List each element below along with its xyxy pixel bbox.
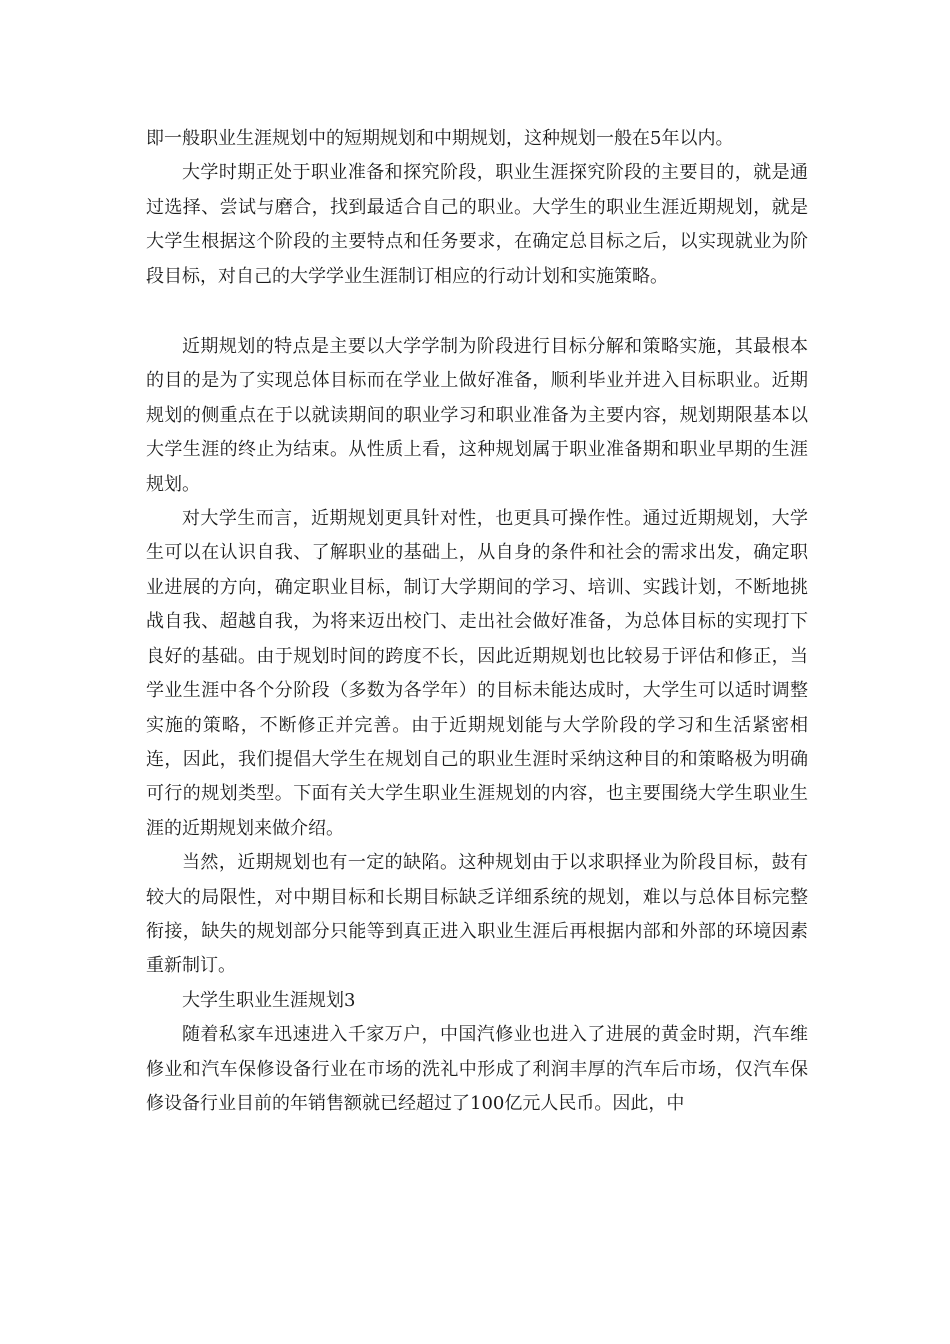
section-heading: 大学生职业生涯规划3 [182,989,356,1011]
paragraph-limitations: 当然，近期规划也有一定的缺陷。这种规划由于以求职择业为阶段目标，鼓有较大的局限性，对中期目标和长期目标缺乏详细系统的规划，难以与总体目标完整衔接，缺失的规划部分只能等到真正进入职业生涯后再根据内部和外部的环境因素重新制订。 [146,852,808,977]
paragraph-auto-repair: 随着私家车迅速进入千家万户，中国汽修业也进入了进展的黄金时期，汽车维修业和汽车保修设备行业在市场的洗礼中形成了利润丰厚的汽车后市场，仅汽车保修设备行业目前的年销售额就已经超过了100亿元人民币。因此，中 [146,1024,808,1114]
paragraph-operability: 对大学生而言，近期规划更具针对性，也更具可操作性。通过近期规划，大学生可以在认识自我、了解职业的基础上，从自身的条件和社会的需求出发，确定职业进展的方向，确定职业目标，制订大学期间的学习、培训、实践计划，不断地挑战自我、超越自我，为将来迈出校门、走出社会做好准备，为总体目标的实现打下良好的基础。由于规划时间的跨度不长，因此近期规划也比较易于评估和修正，当学业生涯中各个分阶段（多数为各学年）的目标未能达成时，大学生可以适时调整实施的策略，不断修正并完善。由于近期规划能与大学阶段的学习和生活紧密相连，因此，我们提倡大学生在规划自己的职业生涯时采纳这种目的和策略极为明确可行的规划类型。下面有关大学生职业生涯规划的内容，也主要围绕大学生职业生涯的近期规划来做介绍。 [146,508,808,839]
document-body [146,122,808,1121]
paragraph-university-stage: 大学时期正处于职业准备和探究阶段，职业生涯探究阶段的主要目的，就是通过选择、尝试与磨合，找到最适合自己的职业。大学生的职业生涯近期规划，就是大学生根据这个阶段的主要特点和任务要求，在确定总目标之后，以实现就业为阶段目标，对自己的大学学业生涯制订相应的行动计划和实施策略。 [146,162,808,287]
paragraph-continuation: 即一般职业生涯规划中的短期规划和中期规划，这种规划一般在5年以内。 [146,128,734,149]
paragraph-short-term-features: 近期规划的特点是主要以大学学制为阶段进行目标分解和策略实施，其最根本的目的是为了实现总体目标而在学业上做好准备，顺利毕业并进入目标职业。近期规划的侧重点在于以就读期间的职业学习和职业准备为主要内容，规划期限基本以大学生涯的终止为结束。从性质上看，这种规划属于职业准备期和职业早期的生涯规划。 [146,336,808,495]
